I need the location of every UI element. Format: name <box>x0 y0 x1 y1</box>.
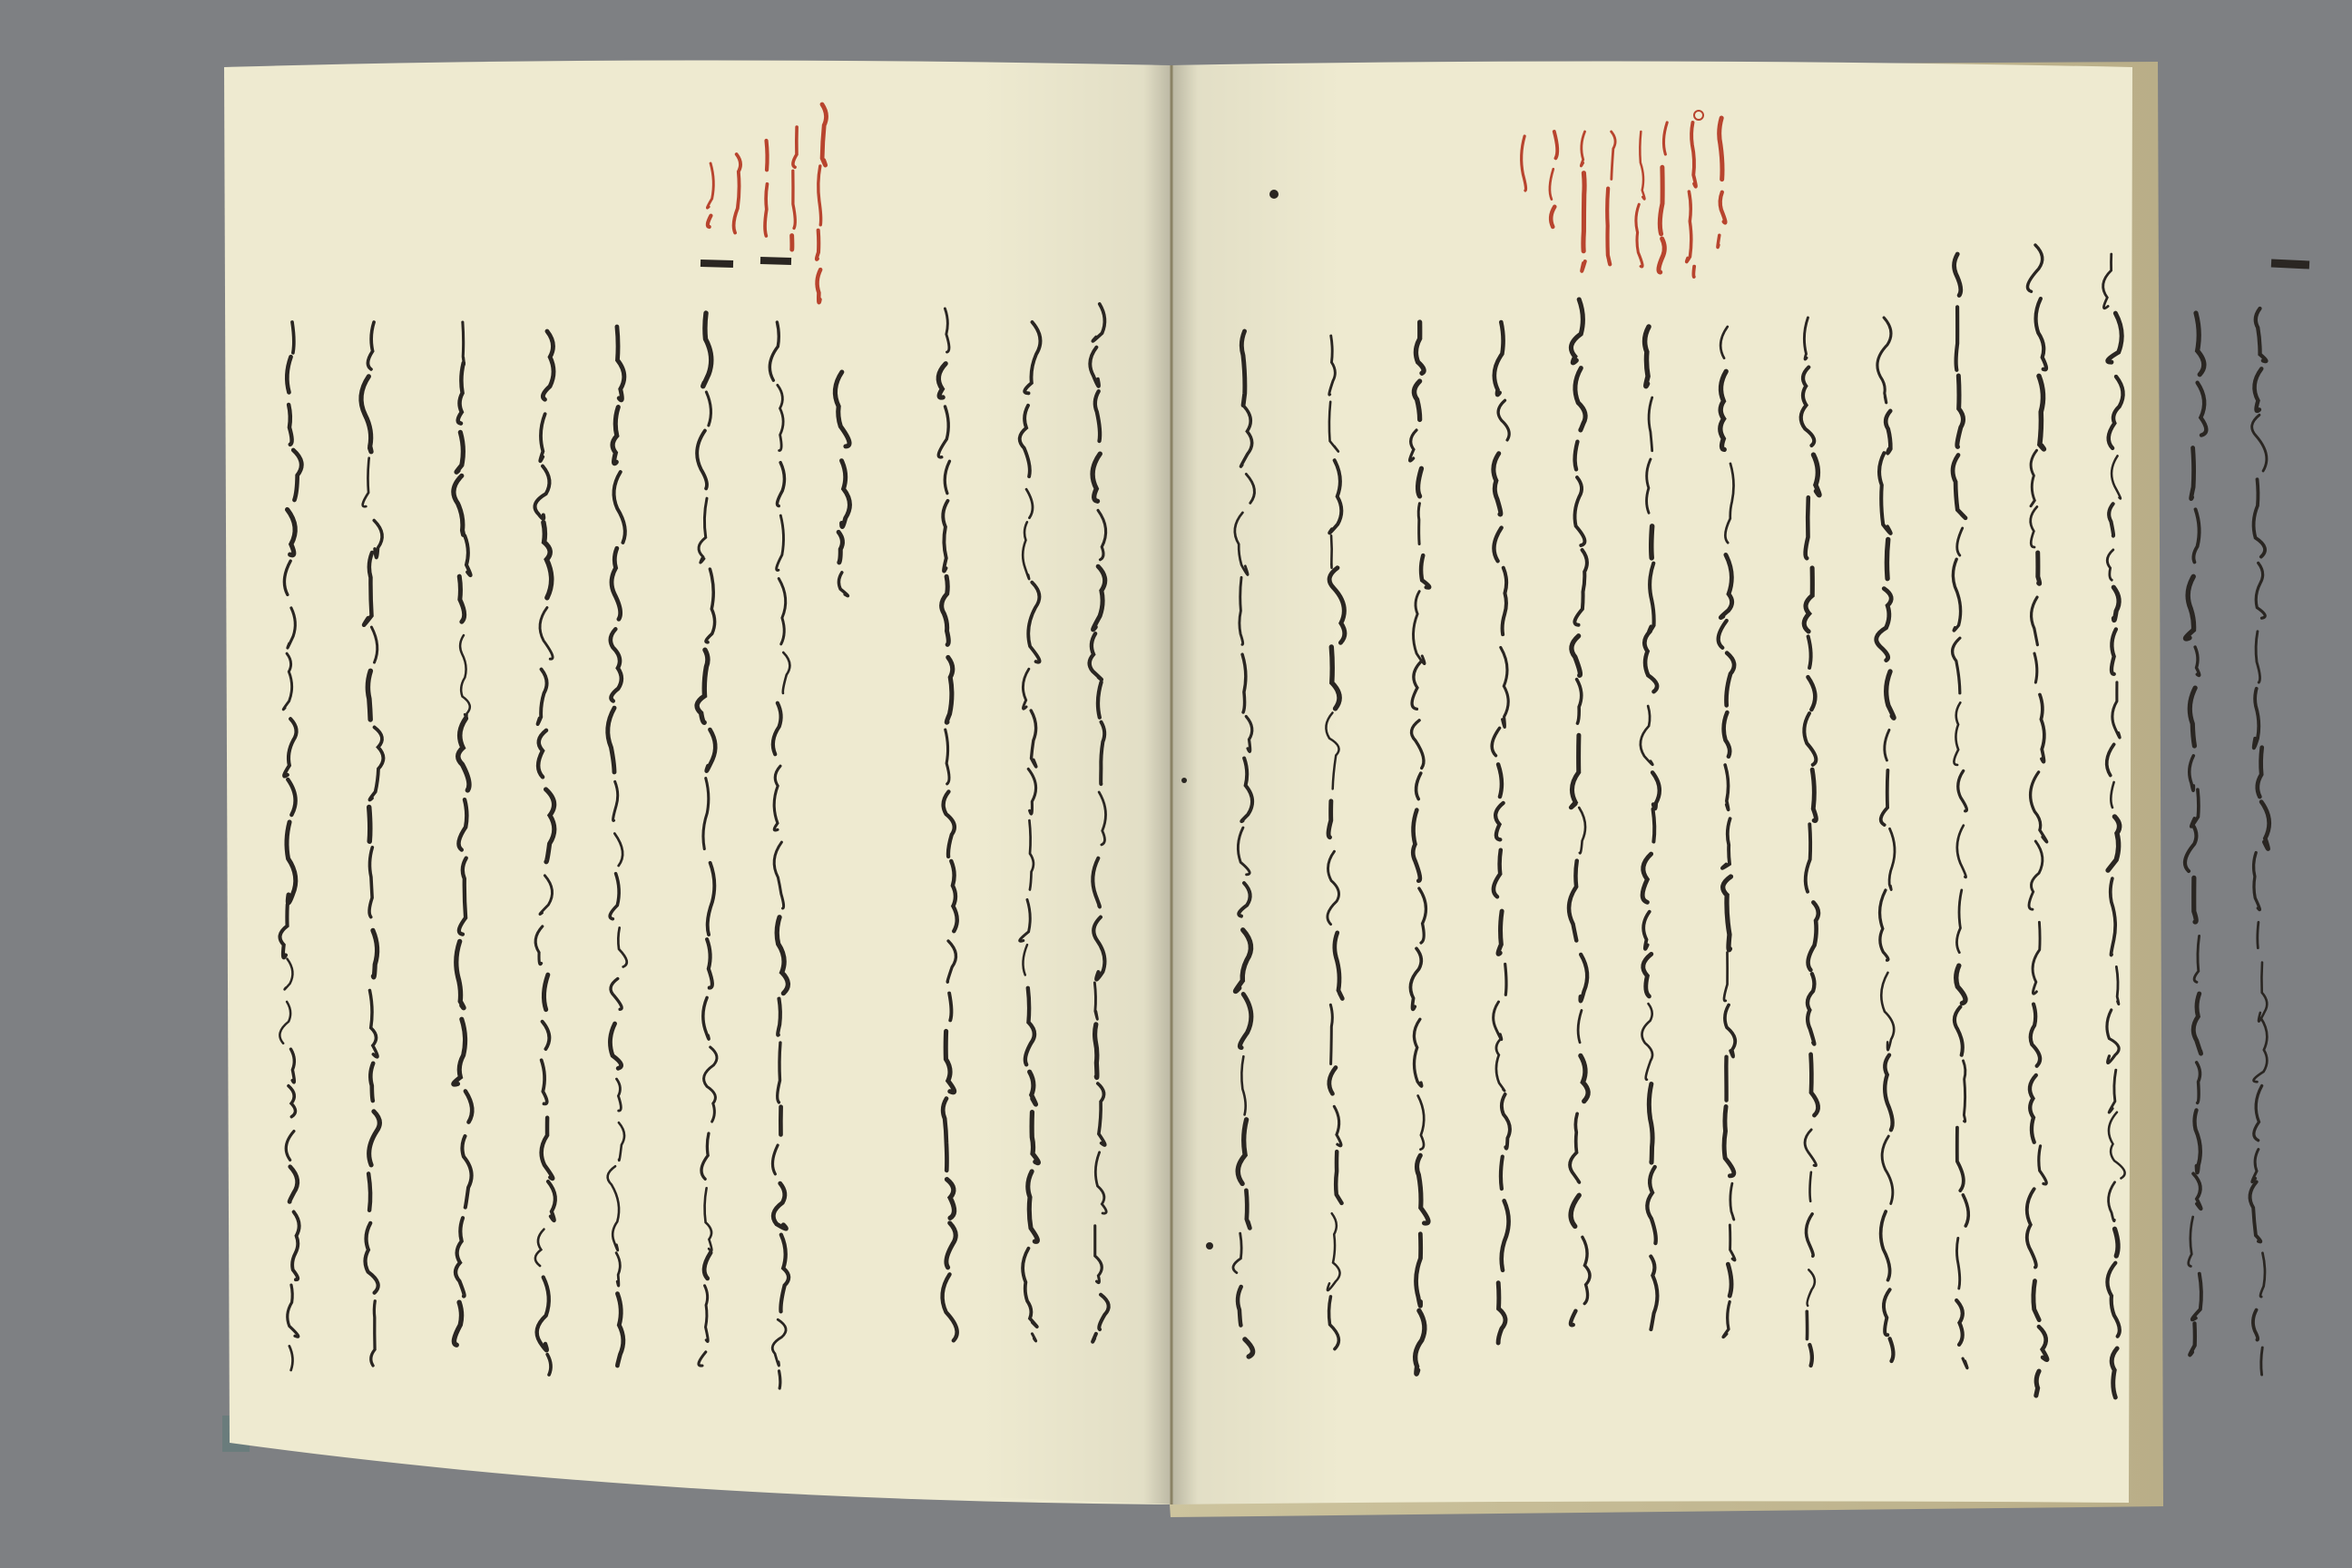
text-column <box>1331 535 1332 567</box>
text-column <box>2250 1181 2261 1241</box>
text-column <box>1956 307 1958 369</box>
text-column <box>2254 1086 2262 1141</box>
text-column <box>1330 1004 1332 1063</box>
text-column <box>463 322 465 365</box>
text-column <box>1501 1157 1503 1189</box>
text-column <box>2256 309 2267 361</box>
text-column <box>370 1063 373 1101</box>
text-column <box>2038 553 2040 583</box>
text-column <box>2191 448 2194 499</box>
text-column <box>368 1173 370 1210</box>
text-column <box>1505 965 1506 995</box>
text-column <box>2197 1063 2200 1103</box>
text-column <box>2261 802 2269 849</box>
text-column <box>2254 479 2266 556</box>
text-column <box>1810 1172 1811 1201</box>
text-column <box>1812 769 1816 820</box>
annotation-column <box>1583 173 1584 251</box>
annotation-column <box>817 230 818 260</box>
text-column <box>2256 632 2259 682</box>
text-column <box>2259 963 2267 1022</box>
text-column <box>2198 383 2207 436</box>
text-column <box>2189 1217 2193 1266</box>
text-column <box>292 322 294 353</box>
text-column <box>1095 1024 1097 1078</box>
text-column <box>2186 576 2194 639</box>
text-column <box>2185 825 2196 871</box>
text-column <box>779 1371 780 1388</box>
text-column <box>2193 994 2200 1054</box>
text-column <box>2193 509 2199 562</box>
text-column <box>2194 936 2199 982</box>
text-column <box>2194 877 2196 922</box>
paper-spot <box>1206 1242 1213 1250</box>
right-page-item-mark <box>2271 263 2309 265</box>
left-page-gutter-shade <box>980 64 1172 1504</box>
text-column <box>2256 563 2265 618</box>
annotation-column <box>767 141 768 170</box>
text-column <box>2260 1253 2265 1297</box>
text-column <box>2254 1018 2268 1082</box>
text-column <box>2116 966 2119 1004</box>
text-column <box>2196 313 2204 375</box>
text-column <box>838 532 842 563</box>
text-column <box>1809 1345 1812 1366</box>
text-column <box>2036 1371 2039 1396</box>
text-column <box>1651 526 1652 558</box>
paper-spot <box>1181 778 1187 783</box>
annotation-column <box>1718 235 1720 247</box>
text-column <box>2255 368 2262 411</box>
annotation-column <box>1693 267 1694 277</box>
text-column <box>2258 748 2262 797</box>
text-column <box>2252 415 2267 471</box>
text-column <box>2195 647 2200 675</box>
annotation-column <box>1660 167 1662 234</box>
right-page-gutter-shade <box>1172 65 1343 1504</box>
text-column <box>2193 1173 2201 1209</box>
text-column <box>368 671 370 720</box>
text-column <box>2261 1348 2262 1375</box>
text-column <box>2254 853 2260 910</box>
text-column <box>1418 504 1419 544</box>
text-column <box>1886 540 1887 579</box>
text-column <box>2190 1323 2195 1355</box>
text-column <box>1328 801 1331 838</box>
text-column <box>2190 688 2195 746</box>
text-column <box>1653 809 1655 842</box>
text-column <box>2195 1110 2200 1172</box>
text-column <box>949 994 951 1021</box>
text-column <box>2258 922 2259 947</box>
paper-spot <box>1269 190 1279 199</box>
text-column <box>2252 1150 2259 1182</box>
text-column <box>2190 756 2194 790</box>
text-column <box>2192 1274 2201 1320</box>
text-column <box>369 808 370 842</box>
text-column <box>2253 1310 2258 1340</box>
text-column <box>2191 789 2199 827</box>
text-column <box>2254 689 2259 749</box>
